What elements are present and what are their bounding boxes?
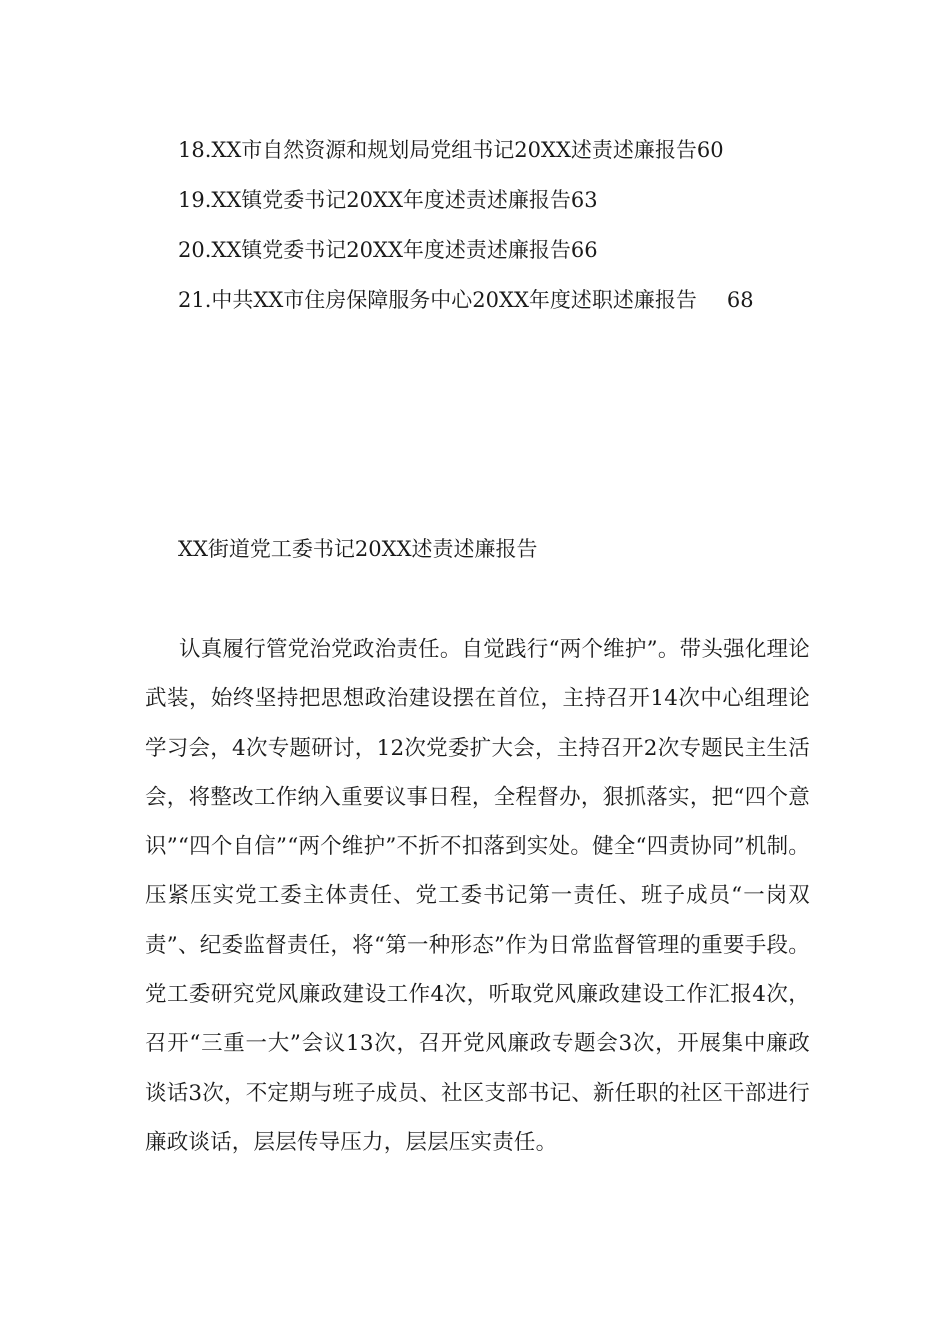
table-of-contents bbox=[178, 131, 818, 331]
toc-entry bbox=[178, 131, 818, 181]
toc-entry-title: 20.XX镇党委书记20XX年度述责述廉报告 bbox=[178, 238, 571, 262]
toc-entry-page: 68 bbox=[726, 288, 754, 312]
toc-entry-title: 21.中共XX市住房保障服务中心20XX年度述职述廉报告 bbox=[178, 288, 697, 312]
toc-entry bbox=[178, 281, 818, 331]
toc-entry-title: 18.XX市自然资源和规划局党组书记20XX述责述廉报告 bbox=[178, 138, 697, 162]
toc-entry-title: 19.XX镇党委书记20XX年度述责述廉报告 bbox=[178, 188, 571, 212]
toc-entry-page: 66 bbox=[570, 238, 598, 262]
section-title: XX街道党工委书记20XX述责述廉报告 bbox=[178, 537, 538, 561]
toc-entry bbox=[178, 231, 818, 281]
toc-entry bbox=[178, 181, 818, 231]
toc-entry-page: 60 bbox=[696, 138, 724, 162]
body-paragraph: 认真履行管党治党政治责任。自觉践行“两个维护”。带头强化理论武装，始终坚持把思想政治建设摆在首位，主持召开14次中心组理论学习会，4次专题研讨，12次党委扩大会，主持召开2次专题民主生活会，将整改工作纳入重要议事日程，全程督办，狠抓落实，把“四个意识”“四个自信”“两个维护”不折不扣落到实处。健全“四责协同”机制。压紧压实党工委主体责任、党工委书记第一责任、班子成员“一岗双责”、纪委监督责任，将“第一种形态”作为日常监督管理的重要手段。党工委研究党风廉政建设工作4次，听取党风廉政建设工作汇报4次，召开“三重一大”会议13次，召开党风廉政专题会3次，开展集中廉政谈话3次，不定期与班子成员、社区支部书记、新任职的社区干部进行廉政谈话，层层传导压力，层层压实责任。 bbox=[145, 637, 810, 1155]
toc-entry-page: 63 bbox=[570, 188, 598, 212]
